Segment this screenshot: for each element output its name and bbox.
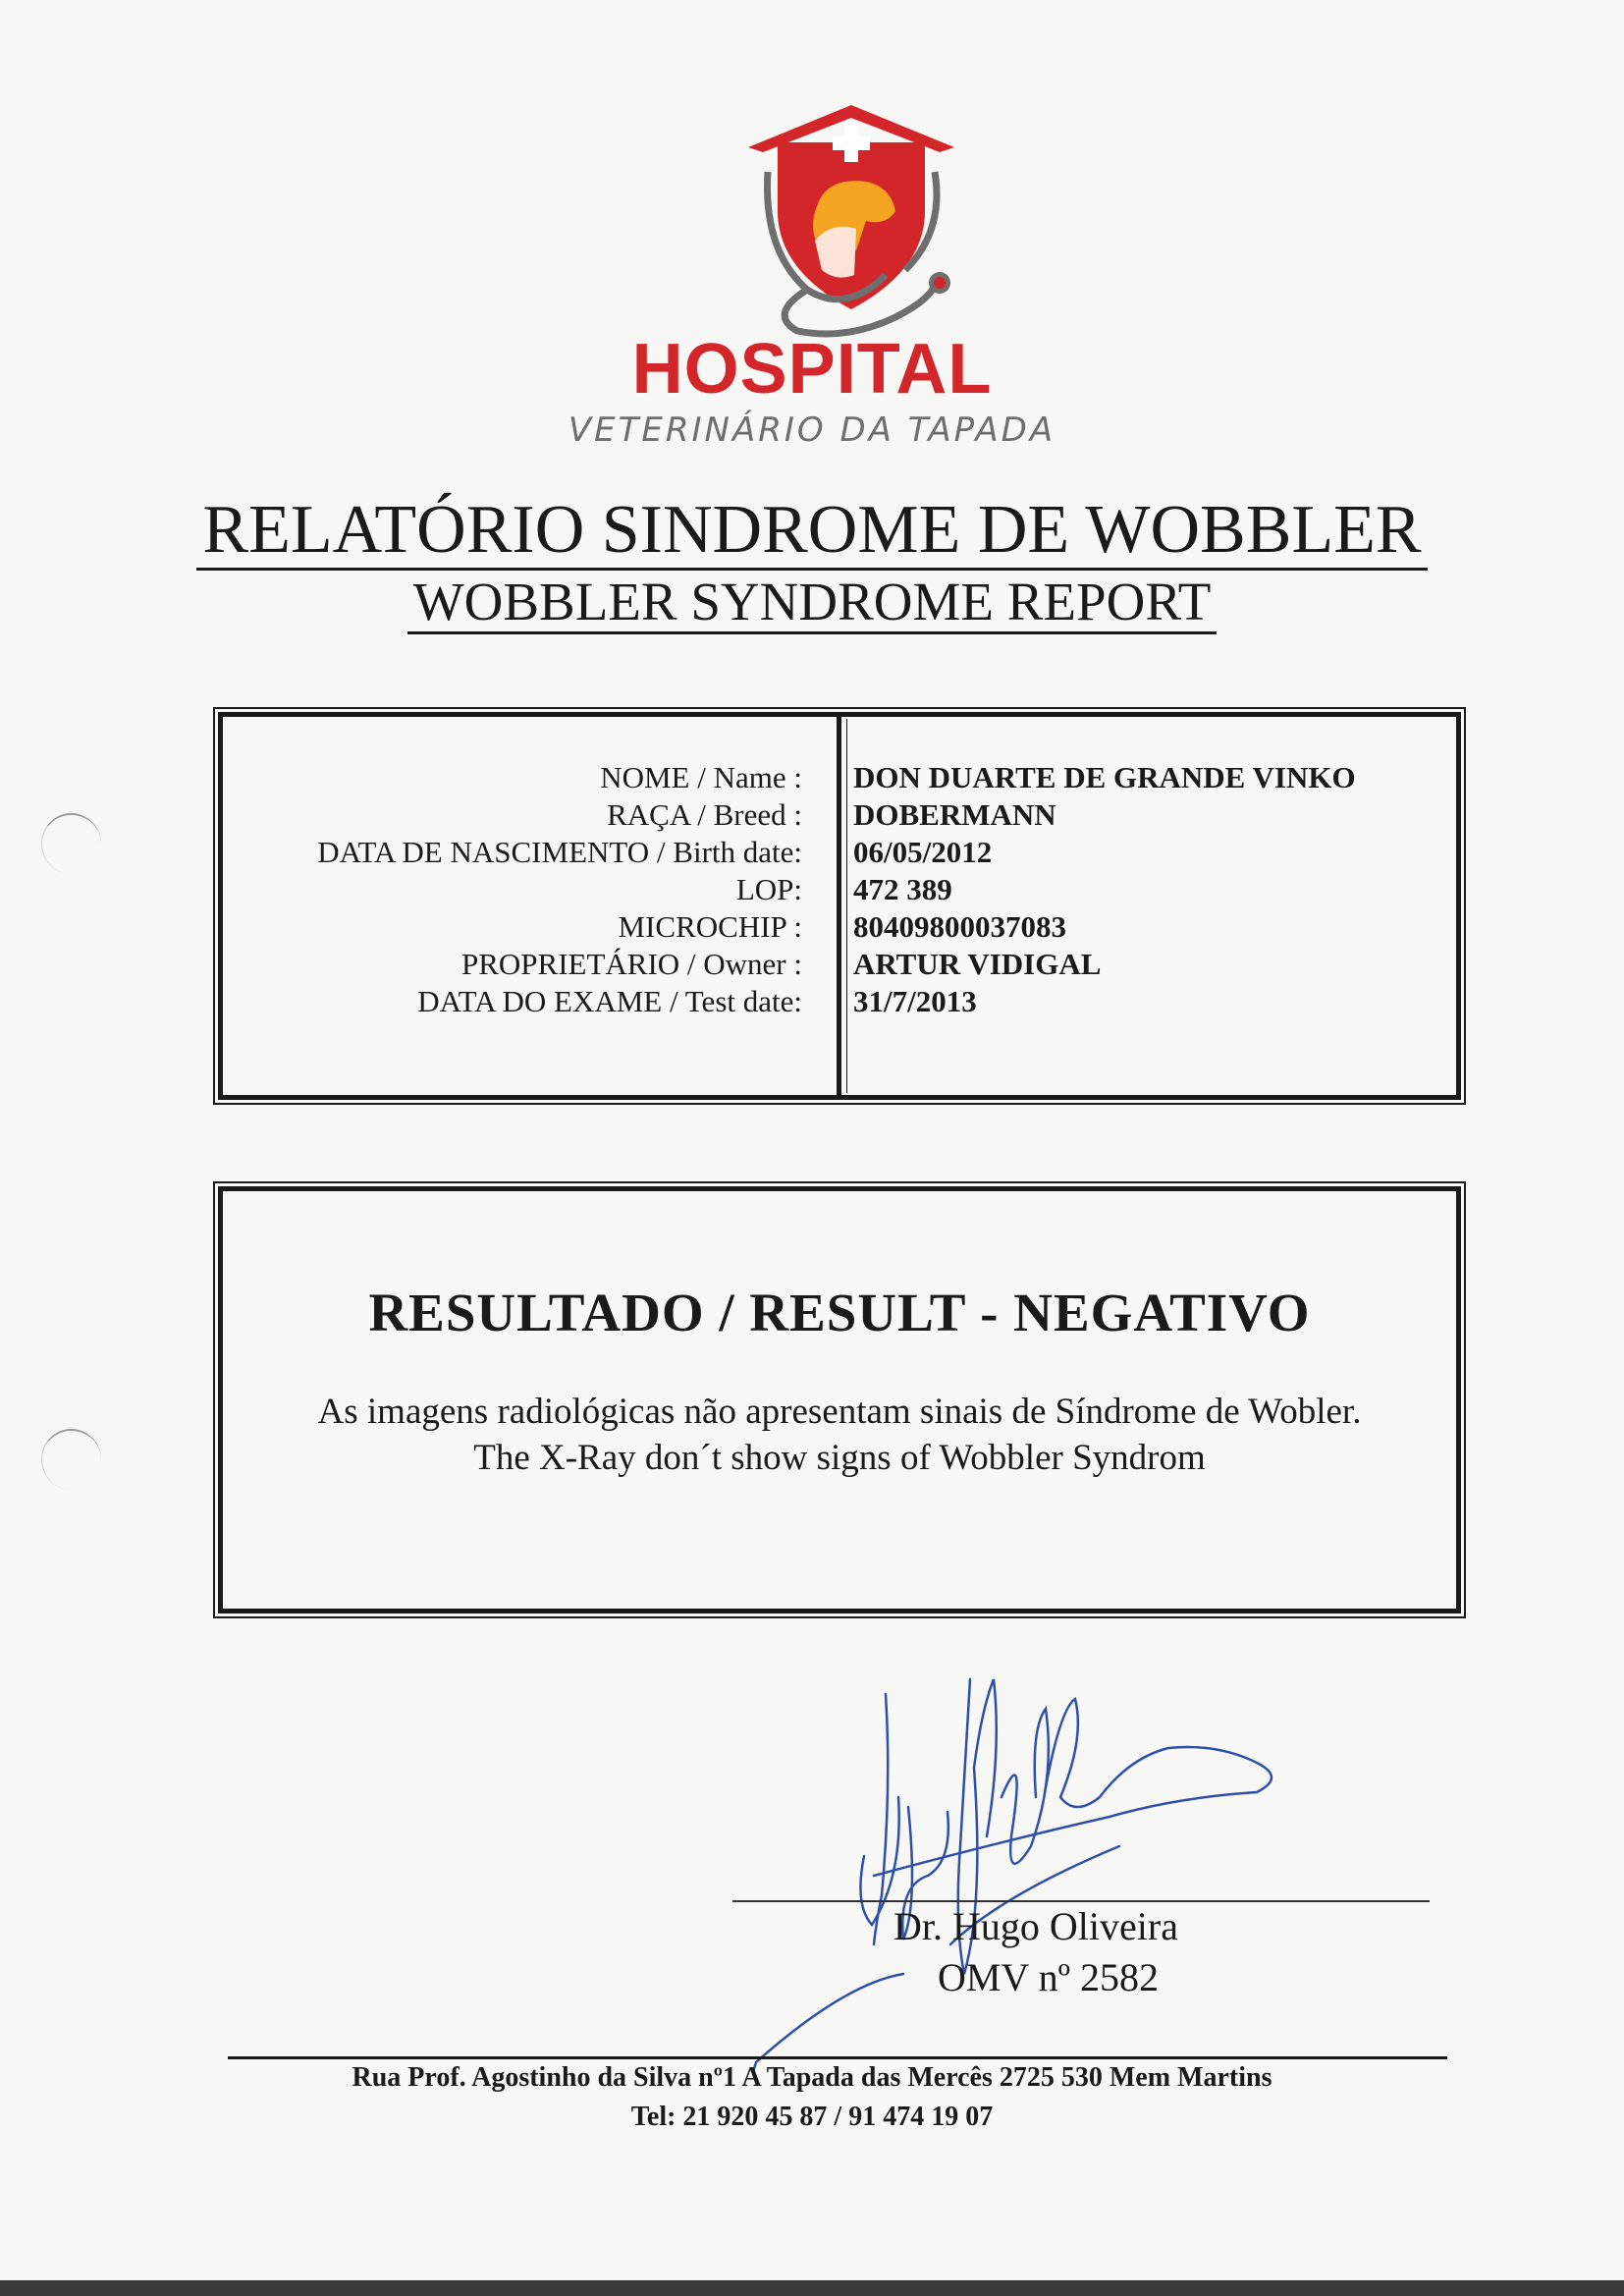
signature-line — [732, 1900, 1430, 1902]
result-text-portuguese: As imagens radiológicas não apresentam sinais de Síndrome de Wobler. — [317, 1392, 1362, 1432]
scan-bottom-edge — [0, 2280, 1624, 2296]
footer-address: Rua Prof. Agostinho da Silva nº1 A Tapada das Mercês 2725 530 Mem Martins — [352, 2062, 1272, 2093]
value-lop: 472 389 — [853, 872, 952, 906]
field-values — [853, 759, 1442, 1020]
punch-hole — [41, 813, 101, 874]
value-breed: DOBERMANN — [853, 797, 1056, 832]
report-title-portuguese: RELATÓRIO SINDROME DE WOBBLER — [0, 491, 1624, 570]
result-box — [218, 1186, 1461, 1613]
field-labels — [223, 759, 802, 1020]
hospital-logo — [738, 103, 964, 339]
label-test-date: DATA DO EXAME / Test date: — [417, 984, 802, 1018]
patient-info-box — [218, 712, 1461, 1100]
label-birth-date: DATA DE NASCIMENTO / Birth date: — [317, 835, 802, 869]
label-owner: PROPRIETÁRIO / Owner : — [460, 947, 802, 981]
footer-divider — [228, 2056, 1447, 2059]
label-name: NOME / Name : — [600, 760, 802, 794]
doctor-omv-number: OMV nº 2582 — [938, 1955, 1160, 1999]
label-microchip: MICROCHIP : — [618, 909, 802, 944]
value-name: DON DUARTE DE GRANDE VINKO — [853, 760, 1356, 794]
handwritten-signature — [707, 1650, 1335, 2072]
label-breed: RAÇA / Breed : — [607, 797, 802, 832]
label-lop: LOP: — [735, 872, 802, 906]
hospital-name: HOSPITAL — [631, 330, 993, 409]
result-heading: RESULTADO / RESULT - NEGATIVO — [368, 1283, 1311, 1342]
value-microchip: 80409800037083 — [853, 909, 1066, 944]
value-owner: ARTUR VIDIGAL — [853, 947, 1102, 981]
value-test-date: 31/7/2013 — [853, 984, 977, 1018]
footer-phone: Tel: 21 920 45 87 / 91 474 19 07 — [630, 2102, 994, 2132]
punch-hole — [41, 1429, 101, 1490]
hospital-subtitle: VETERINÁRIO DA TAPADA — [568, 410, 1056, 450]
column-divider — [837, 717, 841, 1095]
value-birth-date: 06/05/2012 — [853, 835, 993, 869]
doctor-name: Dr. Hugo Oliveira — [893, 1904, 1178, 1948]
result-text-english: The X-Ray don´t show signs of Wobbler Syndrom — [473, 1438, 1206, 1478]
report-title-english: WOBBLER SYNDROME REPORT — [0, 570, 1624, 634]
